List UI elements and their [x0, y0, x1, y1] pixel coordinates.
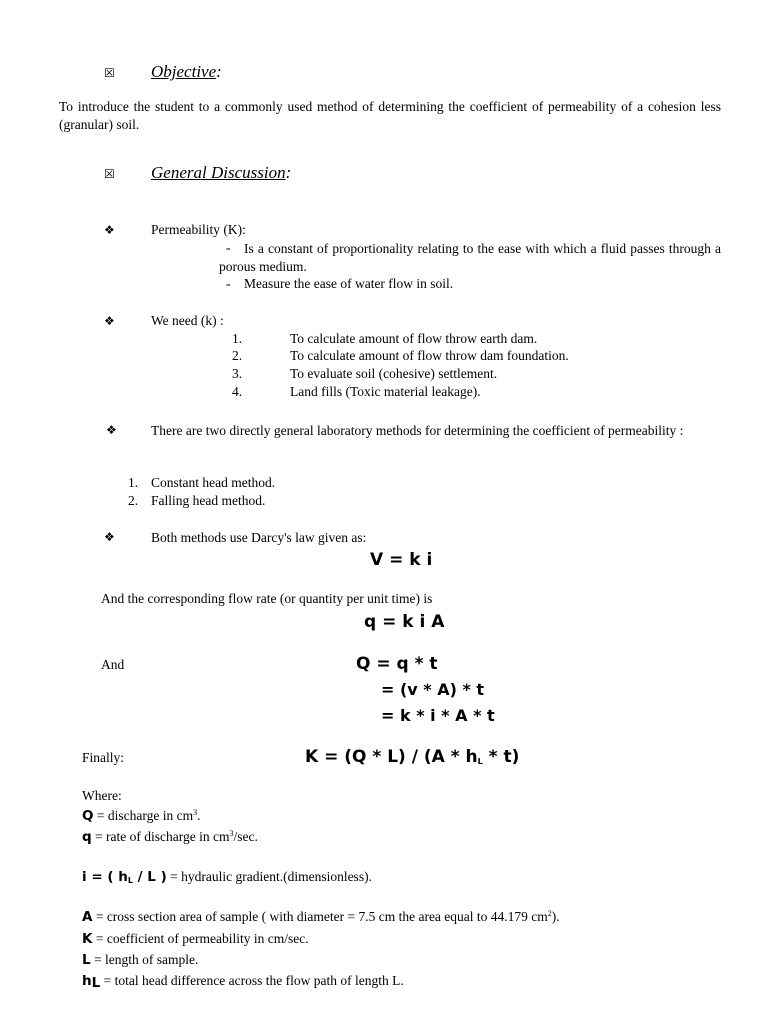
list-number: 4.: [232, 384, 243, 399]
darcy-text: Both methods use Darcy's law given as:: [151, 530, 367, 545]
definition-q: q = rate of discharge in $cm^3/\sec$.: [82, 829, 258, 845]
objective-heading: Objective:: [151, 62, 222, 81]
finally-label: Finally:: [82, 750, 125, 765]
list-item: To calculate amount of flow throw earth dam.: [290, 331, 538, 346]
definition-i: i = ( $h_L$ / L ) = hydraulic gradient.(dimensionless).: [82, 869, 372, 885]
definition-hL: $h_L$ = total head difference across the flow path of length L.: [82, 973, 404, 991]
checkbox-icon: ☒: [104, 167, 115, 181]
list-item: To calculate amount of flow throw dam foundation.: [290, 348, 569, 363]
list-number: 3.: [232, 366, 243, 381]
list-number: 1.: [232, 331, 243, 346]
definition-K: K = coefficient of permeability in cm/sec.: [82, 931, 309, 947]
list-number: 1.: [128, 475, 139, 490]
list-item: Falling head method.: [151, 493, 266, 508]
diamond-bullet-icon: ❖: [104, 223, 115, 237]
dash-bullet: -: [226, 240, 231, 255]
permeability-definition: Is a constant of proportionality relating to the ease with which a fluid passes through a porous medium.: [219, 241, 721, 274]
list-item: To evaluate soil (cohesive) settlement.: [290, 366, 498, 381]
methods-intro: There are two directly general laboratory methods for determining the coefficient of permeability :: [151, 423, 684, 438]
list-item: Land fills (Toxic material leakage).: [290, 384, 481, 399]
diamond-bullet-icon: ❖: [104, 314, 115, 328]
general-discussion-heading: General Discussion:: [151, 163, 292, 182]
equation-q-total: Q = q * t: [356, 654, 438, 674]
and-label: And: [101, 657, 125, 672]
checkbox-icon: ☒: [104, 66, 115, 80]
diamond-bullet-icon: ❖: [106, 423, 117, 437]
permeability-label: Permeability (K):: [151, 222, 246, 237]
permeability-formula: $K = (Q * L) / (A * h_L * t)$: [305, 747, 520, 767]
diamond-bullet-icon: ❖: [104, 530, 115, 544]
equation-step-3: = k * i * A * t: [381, 706, 495, 725]
dash-bullet: -: [226, 276, 231, 291]
equation-step-2: = (v * A) * t: [381, 680, 485, 699]
list-number: 2.: [232, 348, 243, 363]
flow-text: And the corresponding flow rate (or quantity per unit time) is: [101, 591, 433, 606]
list-number: 2.: [128, 493, 139, 508]
list-item: Constant head method.: [151, 475, 276, 490]
need-label: We need (k) :: [151, 313, 224, 328]
definition-A: A = cross section area of sample ( with diameter = 7.5 cm the area equal to 44.179 $cm^2$).: [82, 909, 560, 925]
definition-L: L = length of sample.: [82, 952, 199, 968]
objective-text: To introduce the student to a commonly used method of determining the coefficient of permeability of a cohesion less (granular) soil.: [59, 99, 721, 132]
permeability-measure: Measure the ease of water flow in soil.: [244, 276, 454, 291]
darcy-equation: V = k i: [370, 550, 433, 570]
definition-Q: Q = discharge in $cm^3$.: [82, 808, 201, 824]
flow-equation: q = k i A: [364, 612, 445, 632]
where-label: Where:: [82, 788, 122, 803]
